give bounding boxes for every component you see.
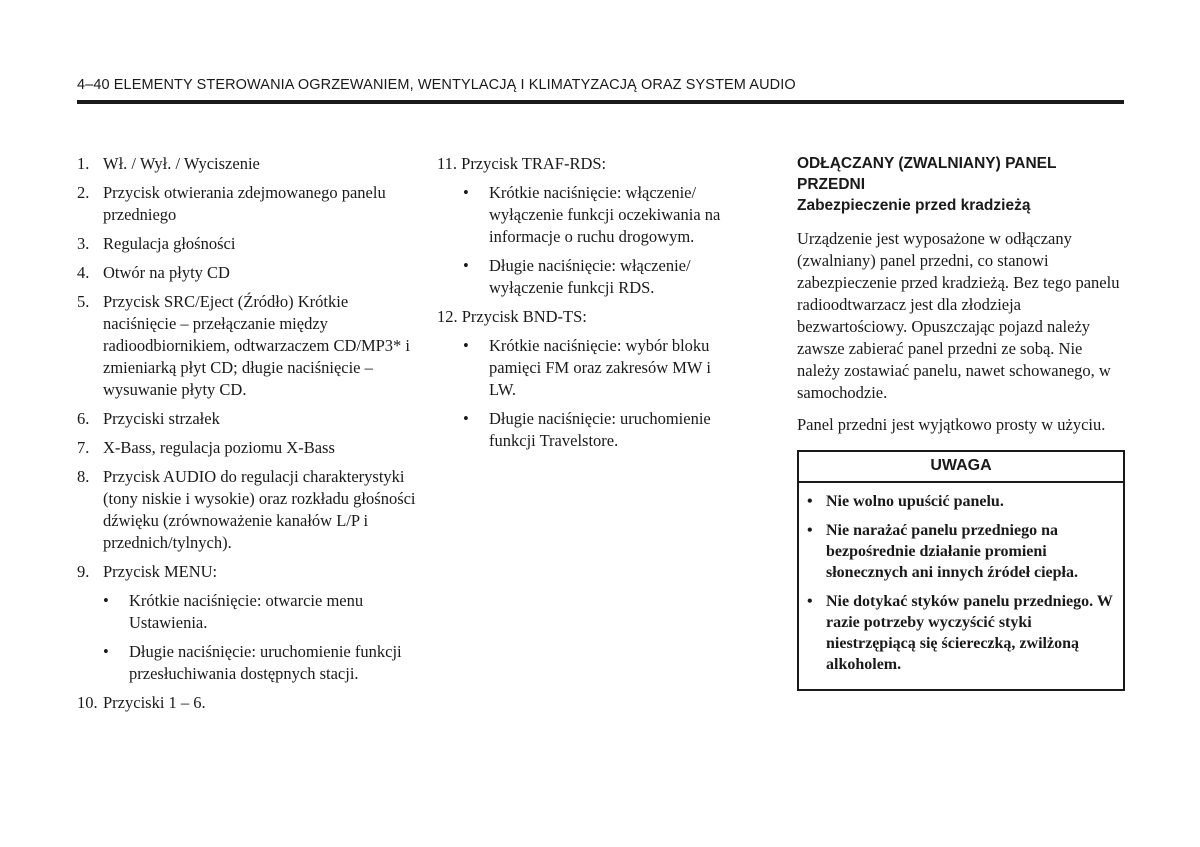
item-text: X-Bass, regulacja poziomu X-Bass xyxy=(103,438,335,457)
item-text: Wł. / Wył. / Wyciszenie xyxy=(103,154,260,173)
item-text: Przycisk AUDIO do regulacji charakterystyki (tony niskie i wysokie) oraz rozkładu głośności dźwięku (zrównoważenie kanałów L/P i przednich/tylnych). xyxy=(103,467,416,552)
item-number: 8. xyxy=(77,467,90,486)
item-number: 4. xyxy=(77,263,90,282)
numbered-list xyxy=(77,153,417,714)
list-item xyxy=(77,692,417,714)
column-1 xyxy=(77,153,417,721)
column-3 xyxy=(797,153,1125,691)
item-text: Otwór na płyty CD xyxy=(103,263,230,282)
item-text: Przycisk otwierania zdejmowanego panelu przedniego xyxy=(103,183,386,224)
item-number: 3. xyxy=(77,234,90,253)
list-item xyxy=(77,466,417,554)
item-number: 5. xyxy=(77,292,90,311)
section-title: ODŁĄCZANY (ZWALNIANY) PANEL PRZEDNI xyxy=(797,155,1057,193)
numbered-list xyxy=(437,153,737,452)
list-item xyxy=(77,408,417,430)
bullet-item: • Długie naciśnięcie: uruchomienie funkcji Travelstore. xyxy=(463,408,737,452)
header-rule xyxy=(77,100,1124,104)
bullet-item: • Krótkie naciśnięcie: wybór bloku pamięci FM oraz zakresów MW i LW. xyxy=(463,335,737,401)
warning-box xyxy=(797,450,1125,691)
item-number: 7. xyxy=(77,438,90,457)
bullet-list xyxy=(463,182,737,299)
warning-heading: UWAGA xyxy=(799,452,1123,483)
list-item xyxy=(77,437,417,459)
item-number: 10. xyxy=(77,693,98,712)
item-text: Przyciski 1 – 6. xyxy=(103,693,206,712)
column-2 xyxy=(437,153,737,459)
warning-item: • Nie dotykać styków panelu przedniego. W razie potrzeby wyczyścić styki niestrzępiącą się ściereczką, zwilżoną alkoholem. xyxy=(807,591,1113,675)
item-text: Regulacja głośności xyxy=(103,234,236,253)
item-number: 9. xyxy=(77,562,90,581)
list-item xyxy=(77,561,417,685)
item-label: 11. Przycisk TRAF-RDS: xyxy=(437,154,607,173)
section-subtitle: Zabezpieczenie przed kradzieżą xyxy=(797,197,1031,214)
list-item xyxy=(437,306,737,452)
bullet-item: • Krótkie naciśnięcie: otwarcie menu Ustawienia. xyxy=(103,590,417,634)
warning-item: • Nie narażać panelu przedniego na bezpośrednie działanie promieni słonecznych ani innych źródeł ciepła. xyxy=(807,520,1113,583)
bullet-list xyxy=(463,335,737,452)
bullet-item: • Długie naciśnięcie: włączenie/ wyłączenie funkcji RDS. xyxy=(463,255,737,299)
bullet-item: • Krótkie naciśnięcie: włączenie/ wyłączenie funkcji oczekiwania na informacje o ruchu drogowym. xyxy=(463,182,737,248)
paragraph: Urządzenie jest wyposażone w odłączany (zwalniany) panel przedni, co stanowi zabezpieczenie przed kradzieżą. Bez tego panelu radioodtwarzacz jest dla złodzieja bezwartościowy. Opuszczając pojazd należy zawsze zabierać panel przedni ze sobą. Nie należy zostawiać panelu, nawet schowanego, w samochodzie. xyxy=(797,229,1120,402)
list-item xyxy=(77,291,417,401)
bullet-item: • Długie naciśnięcie: uruchomienie funkcji przesłuchiwania dostępnych stacji. xyxy=(103,641,417,685)
item-number: 2. xyxy=(77,183,90,202)
item-text: Przyciski strzałek xyxy=(103,409,220,428)
paragraph: Panel przedni jest wyjątkowo prosty w użyciu. xyxy=(797,415,1106,434)
item-number: 6. xyxy=(77,409,90,428)
list-item xyxy=(77,182,417,226)
warning-item: • Nie wolno upuścić panelu. xyxy=(807,491,1113,512)
item-text: Przycisk MENU: xyxy=(103,562,218,581)
list-item xyxy=(437,153,737,299)
item-text: Przycisk SRC/Eject (Źródło) Krótkie naciśnięcie – przełączanie między radioodbiornikiem, odtwarzaczem CD/MP3* i zmieniarką płyt CD; długie naciśnięcie – wysuwanie płyty CD. xyxy=(103,292,411,399)
item-number: 1. xyxy=(77,154,90,173)
list-item xyxy=(77,262,417,284)
warning-list xyxy=(799,483,1123,689)
item-label: 12. Przycisk BND-TS: xyxy=(437,307,587,326)
list-item xyxy=(77,233,417,255)
page-header: 4–40 ELEMENTY STEROWANIA OGRZEWANIEM, WENTYLACJĄ I KLIMATYZACJĄ ORAZ SYSTEM AUDIO xyxy=(77,77,796,93)
bullet-list xyxy=(103,590,417,685)
list-item xyxy=(77,153,417,175)
